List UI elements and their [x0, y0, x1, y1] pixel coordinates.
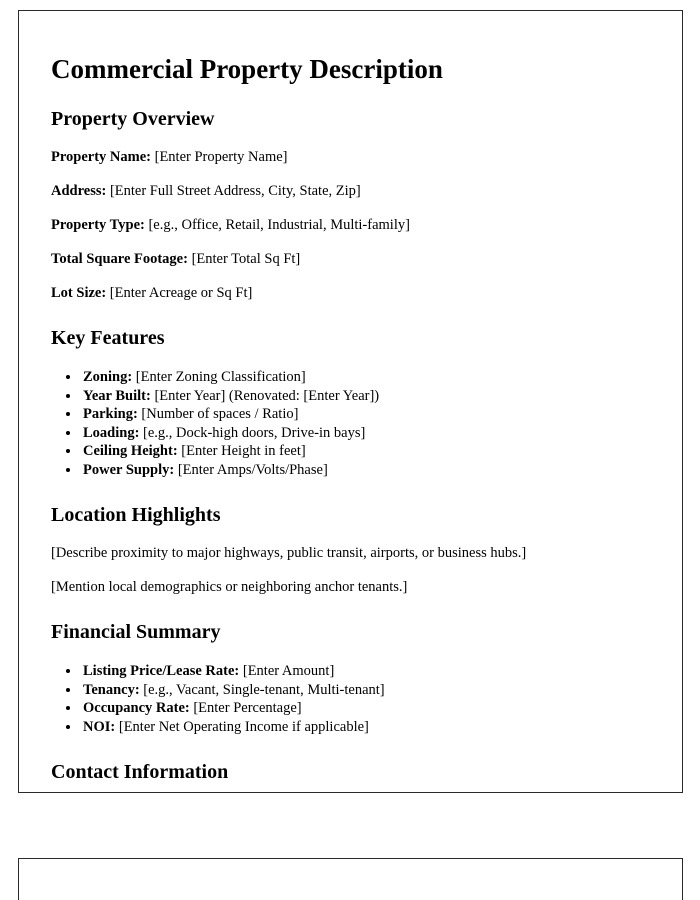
section-heading-key-features: Key Features [51, 327, 165, 350]
item-label: NOI: [83, 718, 116, 735]
item-label: Loading: [83, 424, 140, 441]
item-label: Ceiling Height: [83, 443, 178, 460]
field-value: [Enter Total Sq Ft] [187, 251, 301, 268]
list-item-noi [81, 718, 650, 737]
item-label: Tenancy: [83, 681, 140, 698]
location-paragraph-proximity: [Describe proximity to major highways, public transit, airports, or business hubs.] [51, 545, 527, 562]
field-row-address [51, 183, 650, 200]
field-row-lot-size [51, 285, 650, 302]
item-label: Power Supply: [83, 461, 175, 478]
item-value: [e.g., Vacant, Single-tenant, Multi-tenant] [139, 681, 385, 698]
list-item-zoning [81, 368, 650, 387]
item-label: Listing Price/Lease Rate: [83, 663, 240, 680]
item-label: Zoning: [83, 369, 133, 386]
list-item-ceiling-height [81, 442, 650, 461]
document-page-2 [18, 858, 683, 900]
field-row-total-square-footage [51, 251, 650, 268]
field-label: Address: [51, 183, 107, 200]
item-value: [Enter Amps/Volts/Phase] [174, 461, 328, 478]
field-label: Lot Size: [51, 285, 107, 302]
section-heading-financial-summary: Financial Summary [51, 621, 221, 644]
financial-summary-list [51, 662, 650, 736]
list-item-occupancy-rate [81, 699, 650, 718]
field-value: [Enter Property Name] [151, 149, 288, 166]
list-item-power-supply [81, 461, 650, 480]
field-label: Total Square Footage: [51, 251, 188, 268]
item-label: Parking: [83, 406, 138, 423]
item-value: [Enter Amount] [239, 663, 335, 680]
document-page-1 [18, 10, 683, 793]
section-heading-property-overview: Property Overview [51, 108, 215, 131]
list-item-tenancy [81, 681, 650, 700]
item-value: [Enter Height in feet] [177, 443, 306, 460]
location-paragraph-demographics: [Mention local demographics or neighboring anchor tenants.] [51, 579, 408, 596]
document-title: Commercial Property Description [51, 54, 443, 84]
item-label: Occupancy Rate: [83, 700, 190, 717]
item-value: [e.g., Dock-high doors, Drive-in bays] [139, 424, 366, 441]
item-value: [Enter Percentage] [189, 700, 302, 717]
field-label: Property Type: [51, 217, 145, 234]
item-value: [Number of spaces / Ratio] [137, 406, 299, 423]
item-label: Year Built: [83, 387, 151, 404]
section-heading-location-highlights: Location Highlights [51, 504, 221, 527]
field-label: Property Name: [51, 149, 151, 166]
list-item-loading [81, 424, 650, 443]
field-row-property-name [51, 149, 650, 166]
item-value: [Enter Zoning Classification] [132, 369, 306, 386]
section-heading-contact-information: Contact Information [51, 761, 229, 784]
field-value: [Enter Acreage or Sq Ft] [106, 285, 253, 302]
field-value: [Enter Full Street Address, City, State, Zip] [106, 183, 361, 200]
list-item-listing-price [81, 662, 650, 681]
item-value: [Enter Net Operating Income if applicable] [115, 718, 369, 735]
field-row-property-type [51, 217, 650, 234]
field-value: [e.g., Office, Retail, Industrial, Multi-family] [144, 217, 410, 234]
key-features-list [51, 368, 650, 479]
list-item-parking [81, 405, 650, 424]
item-value: [Enter Year] (Renovated: [Enter Year]) [150, 387, 380, 404]
list-item-year-built [81, 387, 650, 406]
